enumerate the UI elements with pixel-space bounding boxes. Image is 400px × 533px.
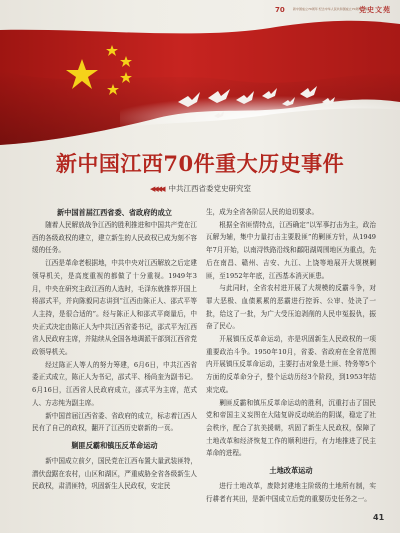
article-title: 新中国江西70件重大历史事件 [55,151,345,176]
arrow-decoration-icon: ◀◀◀◀ [150,185,164,193]
paragraph: 剿匪反霸和镇压反革命运动的胜利，沉重打击了国民党和帝国主义妄图在大陆复辟反动统治的阴谋，稳定了社会秩序，配合了抗美援朝，巩固了新生人民政权，保障了土地改革和经济恢复工作的顺利进行，有力地推进了民主革命的进程。 [206,398,376,458]
paragraph: 随着人民解放战争江西的胜利推进和中国共产党在江西的各级政权的建立，建立新生的人民政权已成为刻不容缓的任务。 [32,221,197,255]
author-line [150,183,251,194]
paragraph: 根据全省匪情特点，江西确定“以军事打击为主，政治瓦解为辅，集中力量打击主要股匪”的剿匪方针，从1949年7月开始，以南浔铁路沿线和鄱阳湖周围地区为重点，先后在南昌、赣州、吉安、九江、上饶等地展开大规模剿匪，至1952年年底，江西基本消灭匪患。 [206,220,376,280]
right-column [206,206,376,505]
paragraph: 江西是革命老根据地，中共中央对江西解放之后定建领导机关，是高度重视的都做了十分重视。1949年3月，中央在研究主政江西的人选时，毛泽东就推荐开国上将邵式平，并向陈毅同志讲到“江西由陈正人、邵式平等人主持，是很合适的”。经与陈正人和邵式平商量后，中央正式决定由陈正人为中共江西省委书记，邵式平为江西省人民政府主席，并陆续从全国各地调派干部到江西省党政领导机关。 [32,259,197,357]
magazine-brand: 党史文苑 [359,6,391,14]
left-column [32,206,197,493]
paragraph: 经过陈正人等人的努力筹建，6月6日，中共江西省委正式成立，陈正人为书记，邵式平、杨尚奎为副书记。6月16日，江西省人民政府成立，邵式平为主席，范式人、方志纯为副主席。 [32,360,197,407]
anniversary-logo: 70 [275,6,285,14]
paragraph: 新中国成立前夕，国民党在江西布置大量武装匪特，潜伏盘踞在农村，山区和湖区，严重威胁全省各级新生人民政权，肃清匪特，巩固新生人民政权，安定民 [32,456,197,491]
section-heading: 土地改革运动 [269,466,313,476]
paragraph: 新中国首届江西省委、省政府的成立，标志着江西人民有了自己的政权，翻开了江西历史崭新的一页。 [32,411,197,433]
paragraph: 与此同时，全省农村进开展了大规模的反霸斗争，对罪大恶极、血债累累的恶霸进行控诉、公审、处决了一批，给这了一批，为广大受压迫剥削的人民申冤报仇，振奋了民心。 [206,284,376,331]
page-number: 41 [373,513,385,522]
section-heading: 新中国首届江西省委、省政府的成立 [56,208,172,217]
paragraph: 进行土地改革，废除封建地主阶级的土地所有制，实行耕者有其田，是新中国成立后党的重要历史任务之一。 [206,482,376,503]
section-heading: 剿匪反霸和镇压反革命运动 [71,440,158,450]
red-flag-banner [0,10,400,145]
paragraph: 开展镇压反革命运动，亦是巩固新生人民政权的一项重要政治斗争。1950年10月，省委、省政府在全省范围内开展镇压反革命运动，主要打击对象是土匪、特务等5个方面的反革命分子，整个运动历经3个阶段，到1953年结束完成。 [206,335,376,394]
paragraph: 生，成为全省各阶层人民的迫切要求。 [206,208,319,216]
author-name: 中共江西省委党史研究室 [168,184,252,193]
header-caption: 新中国成立70周年 纪念中华人民共和国成立70周年专辑 [293,7,368,11]
